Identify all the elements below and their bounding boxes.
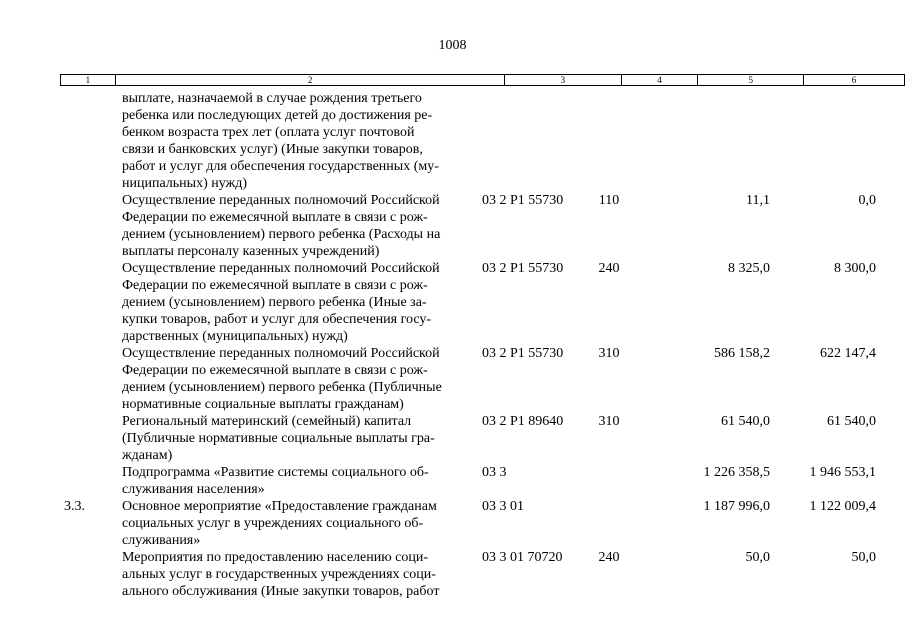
- row-description-line: Федерации по ежемесячной выплате в связи с рож-: [122, 278, 428, 293]
- row-code: 03 3 01 70720: [482, 550, 563, 565]
- budget-table-body: [0, 90, 905, 600]
- row-description-line: дением (усыновлением) первого ребенка (Публичные: [122, 380, 442, 395]
- row-description: [122, 464, 474, 498]
- row-expense-type: 240: [598, 261, 620, 276]
- row-description-line: Подпрограмма «Развитие системы социального об-: [122, 465, 429, 480]
- header-col-3: 3: [505, 75, 621, 86]
- row-description: [122, 345, 474, 413]
- row-value-col5: 61 540,0: [721, 414, 770, 429]
- row-description-line: Федерации по ежемесячной выплате в связи с рож-: [122, 363, 428, 378]
- row-description-line: Осуществление переданных полномочий Российской: [122, 261, 440, 276]
- row-code: 03 2 P1 55730: [482, 346, 564, 361]
- row-description-line: бенком возраста трех лет (оплата услуг почтовой: [122, 125, 415, 140]
- row-description-line: жданам): [122, 448, 173, 463]
- table-row: [0, 192, 905, 260]
- row-description-line: нормативные социальные выплаты гражданам): [122, 397, 404, 412]
- row-description-line: ального обслуживания (Иные закупки товаров, работ: [122, 584, 440, 599]
- header-col-6: 6: [804, 75, 905, 86]
- row-description-line: Мероприятия по предоставлению населению соци-: [122, 550, 429, 565]
- row-description: [122, 549, 474, 600]
- row-description-line: (Публичные нормативные социальные выплаты гра-: [122, 431, 435, 446]
- row-description: [122, 90, 474, 192]
- row-description-line: Осуществление переданных полномочий Российской: [122, 193, 440, 208]
- row-description: [122, 192, 474, 260]
- row-value-col5: 1 226 358,5: [703, 465, 770, 480]
- row-expense-type: 310: [598, 414, 620, 429]
- table-header: [60, 74, 905, 86]
- row-value-col6: 1 946 553,1: [809, 465, 876, 480]
- row-description-line: выплате, назначаемой в случае рождения третьего: [122, 91, 422, 106]
- row-code: 03 2 P1 89640: [482, 414, 564, 429]
- row-code: 03 2 P1 55730: [482, 261, 564, 276]
- row-code: 03 3: [482, 465, 507, 480]
- header-col-5: 5: [698, 75, 804, 86]
- row-value-col6: 1 122 009,4: [809, 499, 876, 514]
- row-description-line: Осуществление переданных полномочий Российской: [122, 346, 440, 361]
- row-description-line: социальных услуг в учреждениях социального об-: [122, 516, 424, 531]
- row-value-col5: 50,0: [745, 550, 770, 565]
- row-expense-type: 310: [598, 346, 620, 361]
- row-description-line: Федерации по ежемесячной выплате в связи с рож-: [122, 210, 428, 225]
- header-col-2: 2: [115, 75, 504, 86]
- row-description-line: ребенка или последующих детей до достижения ре-: [122, 108, 433, 123]
- row-value-col6: 0,0: [858, 193, 876, 208]
- row-description-line: дением (усыновлением) первого ребенка (Расходы на: [122, 227, 441, 242]
- row-value-col6: 8 300,0: [834, 261, 876, 276]
- row-expense-type: 240: [598, 550, 620, 565]
- row-number: 3.3.: [64, 499, 85, 514]
- table-row: [0, 549, 905, 600]
- row-description-line: дарственных (муниципальных) нужд): [122, 329, 348, 344]
- row-description-line: Региональный материнский (семейный) капитал: [122, 414, 412, 429]
- row-code: 03 3 01: [482, 499, 524, 514]
- table-row: [0, 90, 905, 192]
- row-value-col5: 586 158,2: [714, 346, 770, 361]
- row-description-line: выплаты персоналу казенных учреждений): [122, 244, 380, 259]
- row-value-col6: 61 540,0: [827, 414, 876, 429]
- table-row: [0, 260, 905, 345]
- row-value-col5: 11,1: [746, 193, 770, 208]
- row-value-col5: 1 187 996,0: [703, 499, 770, 514]
- row-description-line: связи и банковских услуг) (Иные закупки товаров,: [122, 142, 423, 157]
- row-description-line: купки товаров, работ и услуг для обеспечения госу-: [122, 312, 432, 327]
- table-row: [0, 413, 905, 464]
- row-description-line: ниципальных) нужд): [122, 176, 247, 191]
- row-description-line: работ и услуг для обеспечения государственных (му-: [122, 159, 439, 174]
- row-expense-type: 110: [598, 193, 620, 208]
- row-description: [122, 498, 474, 549]
- row-value-col6: 50,0: [851, 550, 876, 565]
- header-col-4: 4: [621, 75, 698, 86]
- table-row: [0, 498, 905, 549]
- table-row: [0, 345, 905, 413]
- row-description: [122, 413, 474, 464]
- row-value-col6: 622 147,4: [820, 346, 876, 361]
- row-code: 03 2 P1 55730: [482, 193, 564, 208]
- row-description-line: альных услуг в государственных учреждениях соци-: [122, 567, 436, 582]
- row-description-line: дением (усыновлением) первого ребенка (Иные за-: [122, 295, 427, 310]
- header-col-1: 1: [61, 75, 116, 86]
- row-value-col5: 8 325,0: [728, 261, 770, 276]
- row-description-line: служивания»: [122, 533, 201, 548]
- row-description-line: служивания населения»: [122, 482, 265, 497]
- page-number: 1008: [438, 38, 467, 53]
- row-description: [122, 260, 474, 345]
- row-description-line: Основное мероприятие «Предоставление гражданам: [122, 499, 437, 514]
